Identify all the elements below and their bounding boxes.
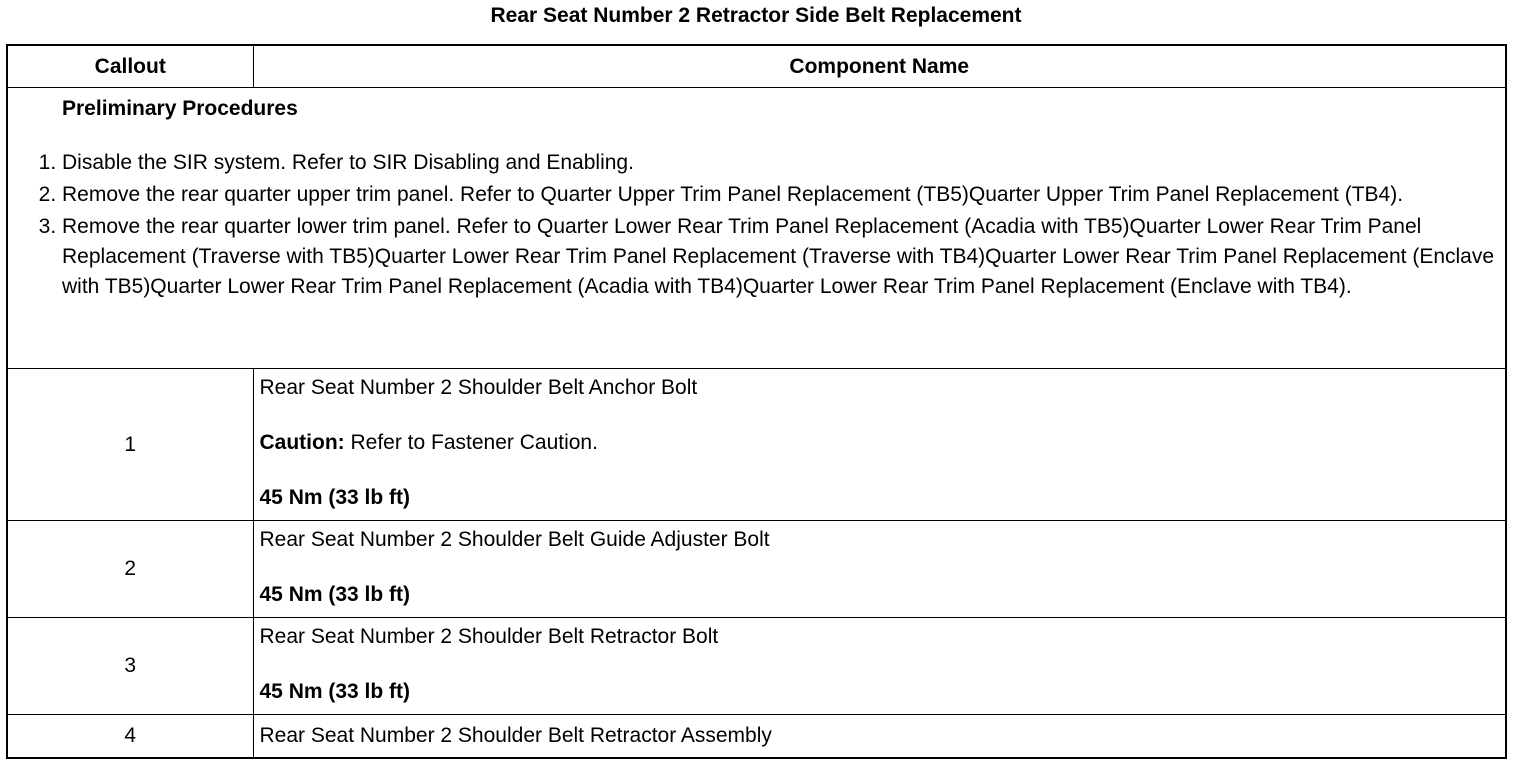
- component-name: Rear Seat Number 2 Shoulder Belt Retractor Bolt: [259, 625, 719, 649]
- preliminary-row: [8, 88, 1505, 369]
- header-component-name: Component Name: [253, 46, 1505, 88]
- callout-number: 4: [8, 715, 253, 757]
- procedure-table: [8, 46, 1505, 757]
- preliminary-steps: [8, 148, 1497, 302]
- torque-spec: 45 Nm (33 lb ft): [259, 583, 411, 607]
- callout-number: 1: [8, 369, 253, 521]
- preliminary-step: 1. Disable the SIR system. Refer to SIR Disabling and Enabling.: [62, 148, 1497, 178]
- torque-spec: 45 Nm (33 lb ft): [259, 486, 411, 510]
- table-row: [8, 618, 1505, 715]
- table-header-row: [8, 46, 1505, 88]
- preliminary-cell: [8, 88, 1505, 369]
- torque-spec: 45 Nm (33 lb ft): [259, 680, 411, 704]
- component-cell: [253, 369, 1505, 521]
- component-name: Rear Seat Number 2 Shoulder Belt Retractor Assembly: [259, 724, 772, 748]
- preliminary-step: 2. Remove the rear quarter upper trim panel. Refer to Quarter Upper Trim Panel Replacement (TB5)Quarter Upper Trim Panel Replacement (TB4).: [62, 180, 1497, 210]
- component-cell: [253, 618, 1505, 715]
- table-row: [8, 521, 1505, 618]
- caution-text: Refer to Fastener Caution.: [344, 431, 598, 455]
- component-name: Rear Seat Number 2 Shoulder Belt Guide Adjuster Bolt: [259, 528, 770, 552]
- preliminary-step: 3. Remove the rear quarter lower trim panel. Refer to Quarter Lower Rear Trim Panel Replacement (Acadia with TB5)Quarter Lower Rear Trim Panel Replacement (Traverse with TB5)Quarter Lower Rear Trim Panel Replacement (Traverse with TB4)Quarter Lower Rear Trim Panel Replacement (Enclave with TB5)Quarter Lower Rear Trim Panel Replacement (Acadia with TB4)Quarter Lower Rear Trim Panel Replacement (Enclave with TB4).: [62, 212, 1497, 302]
- callout-number: 2: [8, 521, 253, 618]
- component-name: Rear Seat Number 2 Shoulder Belt Anchor Bolt: [259, 376, 698, 400]
- preliminary-heading: Preliminary Procedures: [62, 97, 298, 121]
- page-title: Rear Seat Number 2 Retractor Side Belt Replacement: [490, 4, 1022, 27]
- caution-label: Caution:: [259, 431, 345, 455]
- header-callout: Callout: [8, 46, 253, 88]
- table-row: [8, 715, 1505, 757]
- component-cell: [253, 715, 1505, 757]
- component-cell: [253, 521, 1505, 618]
- procedure-table-frame: [6, 44, 1507, 759]
- caution-note: [260, 428, 1500, 458]
- callout-number: 3: [8, 618, 253, 715]
- table-row: [8, 369, 1505, 521]
